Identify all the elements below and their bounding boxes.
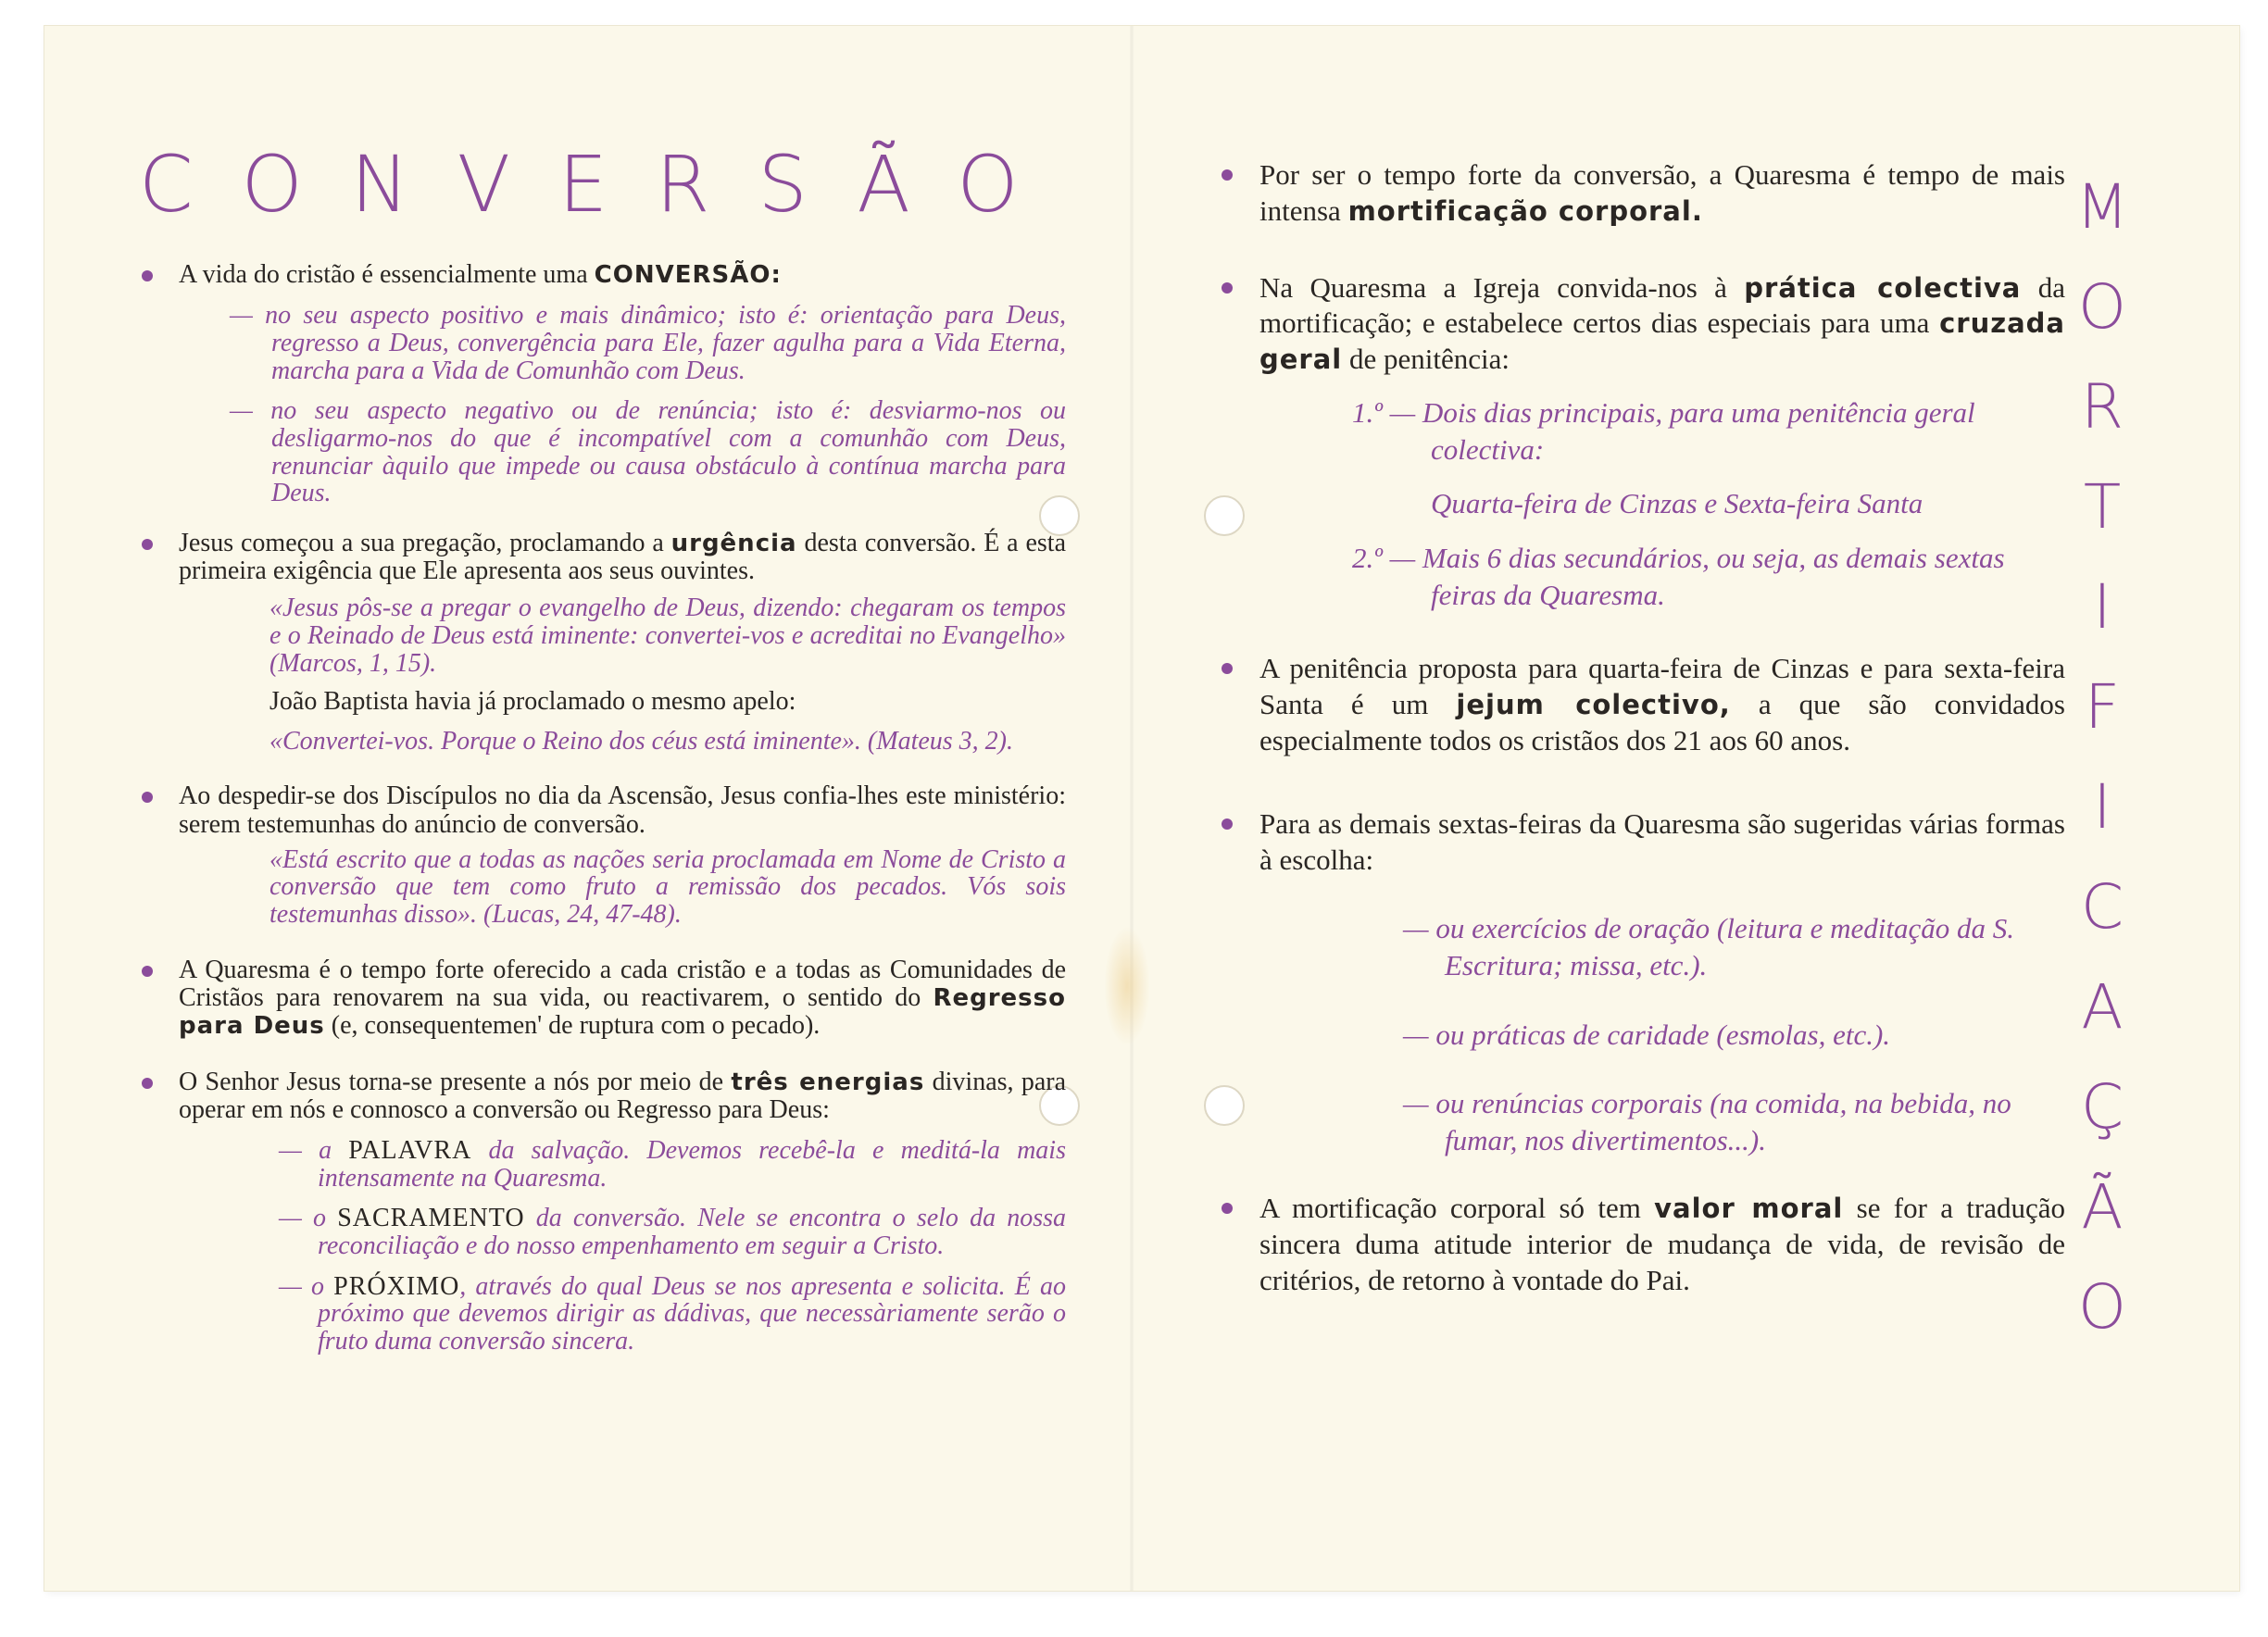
sub-paragraph: — no seu aspecto negativo ou de renúncia; isto é: desviarmo-nos ou desligarmo-nos do que é incompatível com a comunhão com Deus, renunciar àquilo que impede ou causa obstáculo à contínua marcha para Deus. <box>230 396 1066 508</box>
dash: — a <box>279 1135 349 1165</box>
text: A penitência proposta para quarta-feira de Cinzas e para sexta-feira Santa é um <box>1259 652 2065 720</box>
title-letter: R <box>2081 371 2124 443</box>
text: Na Quaresma a Igreja convida-nos à <box>1259 270 1745 304</box>
text: A mortificação corporal só tem <box>1259 1192 1655 1225</box>
energy-text: da salvação. Devemos recebê-la e meditá-la mais intensamente na Quaresma. <box>318 1135 1066 1193</box>
text: A Quaresma é o tempo forte oferecido a cada cristão e a todas as Comunidades de Cristãos para renovarem na sua vida, ou reactivarem, o sentido do <box>179 955 1066 1013</box>
day-names: Quarta-feira de Cinzas e Sexta-feira Santa <box>1431 487 1923 520</box>
title-letter: I <box>2093 571 2111 643</box>
text: da mortificação; e estabelece certos dias especiais para uma <box>1259 270 2065 340</box>
energy-sacramento <box>179 1205 1066 1259</box>
dash: — o <box>279 1204 338 1233</box>
list-item <box>132 782 1066 928</box>
emphasis: Regresso para Deus <box>179 984 1066 1041</box>
paragraph: João Baptista havia já proclamado o mesmo apelo: <box>269 687 796 717</box>
text: se for a tradução sincera duma atitude interior de mudança de vida, de revisão de critérios, de retorno à vontade do Pai. <box>1259 1192 2065 1296</box>
right-column <box>1213 157 2065 1299</box>
emphasis: jejum colectivo, <box>1456 688 1731 720</box>
energy-text: , através do qual Deus se nos apresenta e solicita. É ao próximo que devemos dirigir as dádivas, que necessàriamente serão o fruto duma conversão sincera. <box>318 1271 1066 1356</box>
title-letter: Ã <box>2081 1171 2124 1243</box>
title-letter: Ç <box>2080 1071 2124 1143</box>
text: a que são convidados especialmente todos os cristãos dos 21 aos 60 anos. <box>1259 687 2065 756</box>
paragraph <box>179 1068 1066 1124</box>
paragraph: Ao despedir-se dos Discípulos no dia da Ascensão, Jesus confia-lhes este ministério: serem testemunhas do anúncio de conversão. <box>179 781 1066 839</box>
page-fold <box>1130 26 1134 1591</box>
quote: «Convertei-vos. Porque o Reino dos céus está iminente». (Mateus 3, 2). <box>269 726 1014 756</box>
paragraph <box>1259 1191 2065 1298</box>
text: A vida do cristão é essencialmente uma <box>179 260 595 289</box>
left-column <box>132 261 1066 1356</box>
title-letter: F <box>2085 671 2120 743</box>
list-item <box>1213 157 2065 230</box>
quote: «Está escrito que a todas as nações seria proclamada em Nome de Cristo a conversão que tem como fruto a remissão dos pecados. Vós sois testemunhas disso». (Lucas, 24, 47-48). <box>269 844 1066 930</box>
emphasis: valor moral <box>1654 1193 1844 1225</box>
bullet-icon <box>142 539 153 550</box>
text: divinas, para operar em nós e connosco a conversão ou Regresso para Deus: <box>179 1067 1067 1124</box>
page-title-conversao: CONVERSÃO <box>139 139 1067 230</box>
list-item <box>1213 1191 2065 1298</box>
energy-name: PRÓXIMO <box>333 1271 460 1301</box>
emphasis: cruzada geral <box>1259 307 2065 375</box>
dash: — o <box>279 1271 334 1301</box>
bullet-icon <box>142 792 153 803</box>
day-list-item: 1.º — Dois dias principais, para uma penitência geral colectiva: <box>1352 395 1975 467</box>
energy-name: SACRAMENTO <box>337 1204 525 1233</box>
paragraph: Para as demais sextas-feiras da Quaresma são sugeridas várias formas à escolha: <box>1259 807 2065 877</box>
bullet-icon <box>1222 169 1233 181</box>
bullet-icon <box>142 966 153 977</box>
title-letter: O <box>2078 1271 2126 1343</box>
energy-palavra <box>179 1137 1066 1192</box>
list-item <box>1213 806 2065 1159</box>
list-item <box>132 956 1066 1041</box>
option-item: — ou renúncias corporais (na comida, na bebida, no fumar, nos divertimentos...). <box>1403 1086 2011 1157</box>
bullet-icon <box>142 270 153 281</box>
text: (e, consequentemen' de ruptura com o pecado). <box>324 1011 821 1041</box>
emphasis: prática colectiva <box>1744 271 2022 304</box>
paragraph <box>179 956 1066 1041</box>
day-list-item: 2.º — Mais 6 dias secundários, ou seja, as demais sextas feiras da Quaresma. <box>1352 541 2005 611</box>
list-item <box>132 530 1066 755</box>
emphasis: urgência <box>670 529 797 557</box>
option-item: — ou práticas de caridade (esmolas, etc.). <box>1403 1018 1891 1051</box>
energy-text: da conversão. Nele se encontra o selo da nossa reconciliação e do nosso empenhamento em seguir a Cristo. <box>318 1204 1066 1260</box>
text: desta conversão. É a esta primeira exigência que Ele apresenta aos seus ouvintes. <box>179 528 1066 586</box>
paragraph <box>179 530 1066 585</box>
option-item: — ou exercícios de oração (leitura e meditação da S. Escritura; missa, etc.). <box>1403 911 2015 982</box>
list-item <box>1213 651 2065 758</box>
text: de penitência: <box>1342 343 1510 375</box>
text: Jesus começou a sua pregação, proclamando a <box>179 528 671 557</box>
list-item <box>1213 270 2065 615</box>
bullet-icon <box>142 1078 153 1089</box>
paragraph <box>1259 270 2065 378</box>
emphasis: CONVERSÃO: <box>594 261 782 289</box>
energy-proximo <box>179 1273 1066 1356</box>
paragraph <box>179 261 1066 289</box>
title-letter: A <box>2081 971 2124 1043</box>
bullet-icon <box>1222 1203 1233 1214</box>
title-letter: C <box>2080 871 2124 943</box>
energy-name: PALAVRA <box>348 1135 472 1165</box>
text: Por ser o tempo forte da conversão, a Quaresma é tempo de mais intensa <box>1259 158 2065 227</box>
quote: «Jesus pôs-se a pregar o evangelho de Deus, dizendo: chegaram os tempos e o Reinado de Deus está iminente: convertei-vos e acreditai no Evangelho» (Marcos, 1, 15). <box>269 594 1066 678</box>
emphasis: mortificação corporal. <box>1347 194 1703 227</box>
list-item <box>132 261 1066 507</box>
paper-stain <box>1104 926 1150 1046</box>
title-letter: I <box>2093 771 2111 843</box>
paragraph <box>1259 651 2065 758</box>
sub-paragraph: — no seu aspecto positivo e mais dinâmico; isto é: orientação para Deus, regresso a Deus, convergência para Ele, fazer agulha para a Vida Eterna, marcha para a Vida de Comunhão com Deus. <box>230 301 1066 385</box>
emphasis: três energias <box>731 1068 925 1096</box>
bullet-icon <box>1222 663 1233 674</box>
vertical-title-mortificacao <box>2051 157 2153 1357</box>
bullet-icon <box>1222 818 1233 830</box>
title-letter: T <box>2083 471 2122 543</box>
paragraph <box>1259 157 2065 230</box>
list-item <box>132 1068 1066 1356</box>
bullet-icon <box>1222 282 1233 294</box>
title-letter: M <box>2075 171 2129 243</box>
text: O Senhor Jesus torna-se presente a nós por meio de <box>179 1067 732 1096</box>
title-letter: O <box>2078 271 2126 343</box>
